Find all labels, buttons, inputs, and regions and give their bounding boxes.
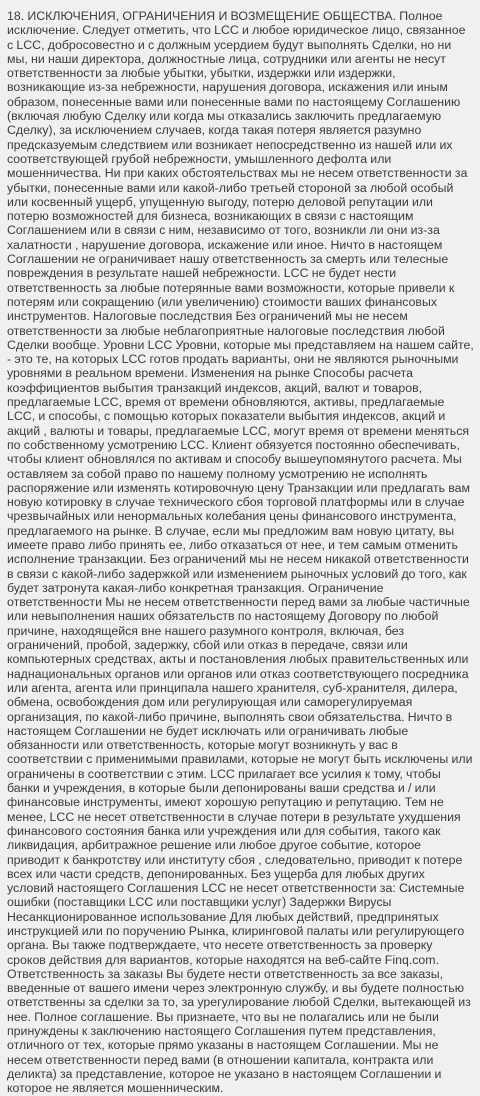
section-heading: 18. ИСКЛЮЧЕНИЯ, ОГРАНИЧЕНИЯ И ВОЗМЕЩЕНИЕ ОБЩЕСТВА. (7, 9, 397, 23)
section-text (7, 9, 474, 1096)
section-body: Полное исключение. Следует отметить, что LCC и любое юридическое лицо, связанное с LCC, добросовестно и с должным усердием будут выполнять Сделки, но ни мы, ни наши директора, должностные лица, сотрудники или агенты не несут ответственности за любые убытки, убытки, издержки или издержки, возникающие из-за небрежности, нарушения договора, искажения или иным образом, понесенные вами или понесенные вами по настоящему Соглашению (включая любую Сделку или когда мы отказались заключить предлагаемую Сделку), за исключением случаев, когда такая потеря является разумно предсказуемым следствием или возникает непосредственно из нашей или их соответствующей грубой небрежности, умышленного дефолта или мошенничества. Ни при каких обстоятельствах мы не несем ответственности за убытки, понесенные вами или какой-либо третьей стороной за любой особый или косвенный ущерб, упущенную выгоду, потерю деловой репутации или потерю возможностей для бизнеса, возникающих в связи с настоящим Соглашением или в связи с ним, независимо от того, возникли ли они из-за халатности , нарушение договора, искажение или иное. Ничто в настоящем Соглашении не ограничивает нашу ответственность за смерть или телесные повреждения в результате нашей небрежности. LCC не будет нести ответственность за любые потерянные вами возможности, которые привели к потерям или сокращению (или увеличению) стоимости ваших финансовых инструментов. Налоговые последствия Без ограничений мы не несем ответственности за любые неблагоприятные налоговые последствия любой Сделки вообще. Уровни LCC Уровни, которые мы представляем на нашем сайте, - это те, на которых LCC готов продать варианты, они не являются рыночными уровнями в реальном времени. Изменения на рынке Способы расчета коэффициентов выбытия транзакций индексов, акций, валют и товаров, предлагаемые LCC, время от времени обновляются, активы, предлагаемые LCC, и способы, с помощью которых показатели выбытия индексов, акций и акций , валюты и товары, предлагаемые LCC, могут время от времени меняться по собственному усмотрению LCC. Клиент обязуется постоянно обеспечивать, чтобы клиент обновлялся по активам и способу вышеупомянутого расчета. Мы оставляем за собой право по нашему полному усмотрению не исполнять распоряжение или изменять котировочную цену Транзакции или предлагать вам новую котировку в случае технического сбоя торговой платформы или в случае чрезвычайных или ненормальных колебания цены финансового инструмента, предлагаемого на рынке. В случае, если мы предложим вам новую цитату, вы имеете право либо принять ее, либо отказаться от нее, и тем самым отменить исполнение транзакции. Без ограничений мы не несем никакой ответственности в связи с какой-либо задержкой или изменением рыночных условий до того, как будет затронута какая-либо конкретная транзакция. Ограничение ответственности Мы не несем ответственности перед вами за любые частичные или невыполнения наших обязательств по настоящему Договору по любой причине, находящейся вне нашего разумного контроля, включая, без ограничений, пробой, задержку, сбой или отказ в передаче, связи или компьютерных средствах, акты и постановления любых правительственных или наднациональных органов или органов или отказ соответствующего посредника или агента, агента или принципала нашего хранителя, суб-хранителя, дилера, обмена, освобождения дом или регулирующая или саморегулируемая организация, по какой-либо причине, выполнять свои обязательства. Ничто в настоящем Соглашении не будет исключать или ограничивать любые обязанности или ответственность, которые могут возникнуть у вас в соответствии с применимыми правилами, которые не могут быть исключены или ограничены в соответствии с этим. LCC прилагает все усилия к тому, чтобы банки и учреждения, в которые были депонированы ваши средства и / или финансовые инструменты, имеют хорошую репутацию и репутацию. Тем не менее, LCC не несет ответственности в случае потери в результате ухудшения финансового состояния банка или учреждения или для события, такого как ликвидация, арбитражное решение или любое другое событие, которое приводит к банкротству или институту сбоя , следовательно, приводит к потере всех или части средств, депонированных. Без ущерба для любых других условий настоящего Соглашения LCC не несет ответственности за: Системные ошибки (поставщики LCC или поставщики услуг) Задержки Вирусы Несанкционированное использование Для любых действий, предпринятых инструкцией или по поручению Рынка, клиринговой палаты или регулирующего органа. Вы также подтверждаете, что несете ответственность за проверку сроков действия для вариантов, которые находятся на веб-сайте Finq.com. Ответственность за заказы Вы будете нести ответственность за все заказы, введенные от вашего имени через электронную службу, и вы будете полностью ответственны за сделки за то, за урегулирование любой Сделки, вытекающей из нее. Полное соглашение. Вы признаете, что вы не полагались или не были принуждены к заключению настоящего Соглашения путем представления, отличного от тех, которые прямо указаны в настоящем Соглашении. Мы не несем ответственности перед вами (в отношении капитала, контракта или деликта) за представление, которое не указано в настоящем Соглашении и которое не является мошенническим. (7, 9, 474, 1096)
